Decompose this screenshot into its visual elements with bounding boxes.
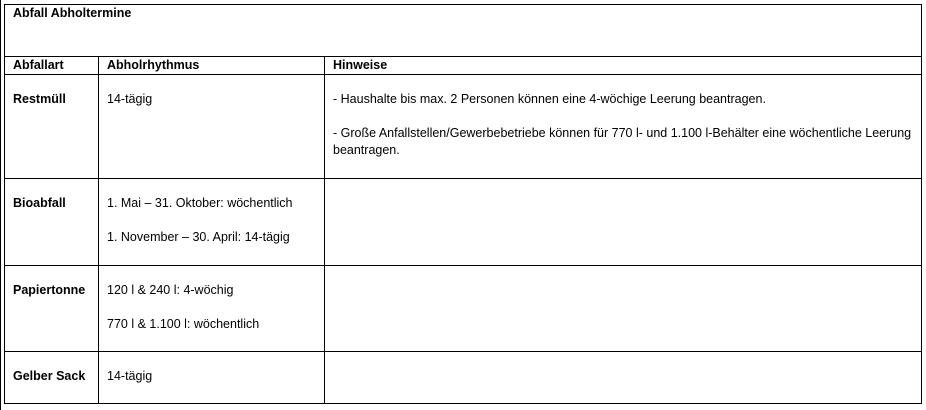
- waste-type-cell: [5, 75, 99, 179]
- table-title-row: [5, 5, 922, 57]
- rhythm-cell: [99, 266, 325, 352]
- rhythm-cell: [99, 179, 325, 266]
- rhythm-cell: [99, 352, 325, 404]
- table-row-gelber-sack: [5, 352, 922, 404]
- table-row-papiertonne: [5, 266, 922, 352]
- rhythm-cell: [99, 75, 325, 179]
- waste-type-label: Gelber Sack: [13, 369, 86, 383]
- waste-type-cell: [5, 179, 99, 266]
- table-row-bioabfall: [5, 179, 922, 266]
- notes-cell: [325, 266, 922, 352]
- table-header-row: [5, 57, 922, 75]
- page-edge-line: [0, 0, 1, 410]
- rhythm-text: 770 l & 1.100 l: wöchentlich: [107, 317, 260, 331]
- rhythm-text: 1. Mai – 31. Oktober: wöchentlich: [107, 196, 293, 210]
- note-text: - Große Anfallstellen/Gewerbebetriebe können für 770 l- und 1.100 l-Behälter eine wöchentliche Leerung beantragen.: [333, 126, 912, 157]
- waste-type-cell: [5, 352, 99, 404]
- table-title: Abfall Abholtermine: [5, 5, 922, 57]
- column-header-type: Abfallart: [5, 57, 99, 75]
- waste-type-cell: [5, 266, 99, 352]
- waste-type-label: Restmüll: [13, 92, 66, 106]
- waste-type-label: Papiertonne: [13, 283, 86, 297]
- notes-cell: [325, 352, 922, 404]
- rhythm-text: 14-tägig: [107, 92, 153, 106]
- table-row-restmuell: [5, 75, 922, 179]
- waste-type-label: Bioabfall: [13, 196, 66, 210]
- waste-collection-table: [4, 4, 922, 404]
- column-header-rhythm: Abholrhythmus: [99, 57, 325, 75]
- notes-cell: [325, 179, 922, 266]
- rhythm-text: 14-tägig: [107, 369, 153, 383]
- rhythm-text: 120 l & 240 l: 4-wöchig: [107, 283, 234, 297]
- rhythm-text: 1. November – 30. April: 14-tägig: [107, 230, 290, 244]
- note-text: - Haushalte bis max. 2 Personen können eine 4-wöchige Leerung beantragen.: [333, 92, 766, 106]
- column-header-notes: Hinweise: [325, 57, 922, 75]
- notes-cell: [325, 75, 922, 179]
